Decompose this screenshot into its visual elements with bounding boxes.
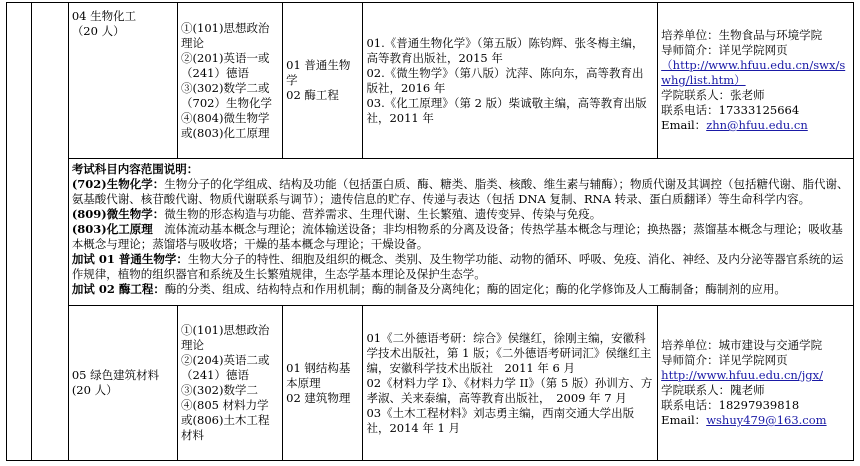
exam-scope-cell (68, 159, 853, 306)
scope-title: 考试科目内容范围说明： (71, 162, 199, 176)
contact-intro: 导师简介：详见学院网页 (661, 353, 788, 367)
scope-item (72, 282, 850, 297)
extra-subjects-cell (283, 306, 363, 461)
exam-item: ①(101)思想政治理论 (181, 20, 270, 50)
scope-item (72, 222, 850, 252)
major-quota: (20 人） (71, 383, 118, 397)
major-quota: （20 人） (71, 24, 125, 38)
scope-key: (702)生物化学： (71, 177, 165, 191)
major-name: 04 生物化工 (71, 9, 137, 23)
exam-item: ②(201)英语一或（241）德语 (181, 50, 270, 80)
contact-email-line (661, 118, 850, 133)
major-cell (68, 306, 177, 461)
major-name: 05 绿色建筑材料 (71, 368, 160, 382)
scope-key: 加试 02 酶工程： (71, 282, 165, 296)
email-label: Email： (661, 413, 707, 427)
college-url-link[interactable]: （http://www.hfuu.edu.cn/swx/swhg/list.htm） (661, 58, 846, 87)
college-url-link[interactable]: http://www.hfuu.edu.cn/jgx/ (661, 368, 823, 382)
contact-person: 学院联系人：隗老师 (661, 383, 765, 397)
major-cell (68, 3, 177, 159)
contact-unit: 培养单位：城市建设与交通学院 (661, 338, 823, 352)
exam-item: ②(204)英语二或（241）德语 (181, 353, 270, 382)
contact-email-line (661, 413, 850, 428)
exam-item: ①(101)思想政治理论 (181, 323, 270, 352)
blank-cell (31, 3, 68, 461)
blank-cell (7, 3, 32, 461)
contact-cell (658, 306, 854, 461)
contact-phone: 联系电话：18297939818 (661, 398, 800, 412)
scope-text: 微生物的形态构造与功能、营养需求、生理代谢、生长繁殖、遗传变异、传染与免疫。 (164, 207, 602, 221)
reference-book: 03.《化工原理》（第 2 版）柴诚敬主编，高等教育出版社，2011 年 (366, 95, 647, 125)
scope-item (72, 207, 850, 222)
extra-subjects-cell (283, 3, 363, 159)
reference-book: 02《材料力学 I》、《材料力学 II》（第 5 版）孙训方、方孝淑、关来泰编，高等教育出版社， 2009 年 7 月 (366, 375, 653, 405)
scope-item (72, 177, 850, 207)
scope-key: 加试 01 普通生物学： (71, 252, 188, 266)
scope-text: 生物分子的化学组成、结构及功能（包括蛋白质、酶、糖类、脂类、核酸、维生素与辅酶）；物质代谢及其调控（包括糖代谢、脂代谢、氨基酸代谢、核苷酸代谢、物质代谢联系与调节）；遗传信息的贮存、传递与表达（包括 DNA 复制、RNA 转录、蛋白质翻译）等生命科学内容。 (71, 177, 849, 206)
table-row (7, 159, 854, 306)
reference-book: 01.《普通生物化学》（第五版）陈钧辉、张冬梅主编，高等教育出版社，2015 年 (366, 35, 644, 65)
contact-cell (658, 3, 854, 159)
reference-books-cell (363, 306, 658, 461)
scope-key: (809)微生物学： (71, 207, 165, 221)
scope-text: 流体流动基本概念与理论；流体输送设备；非均相物系的分离及设备；传热学基本概念与理论；换热器；蒸馏基本概念与理论；吸收基本概念与理论；蒸馏塔与吸收塔；干燥的基本概念与理论；干燥设备。 (71, 222, 843, 251)
scope-text: 生物大分子的特性、细胞及组织的概念、类别、及生物学功能、动物的循环、呼吸、免疫、消化、神经、及内分泌等器官系统的运作规律，植物的组织器官和系统及生长繁殖规律，生态学基本理论及保护生态学。 (71, 252, 844, 281)
contact-phone: 联系电话：17333125664 (661, 103, 800, 117)
exam-item: ④(805 材料力学或(806)土木工程材料 (181, 398, 270, 442)
exam-item: ③(302)数学二或（702）生物化学 (181, 80, 272, 110)
admissions-table (6, 2, 854, 461)
email-link[interactable]: zhn@hfuu.edu.cn (706, 118, 808, 132)
contact-intro: 导师简介：详见学院网页 (661, 43, 788, 57)
exam-item: ③(302)数学二 (181, 383, 258, 397)
extra-subject: 02 酶工程 (286, 88, 339, 102)
table-row (7, 306, 854, 461)
exam-item: ④(804)微生物学或(803)化工原理 (181, 110, 270, 140)
table-row (7, 3, 854, 159)
reference-books-cell (363, 3, 658, 159)
contact-unit: 培养单位：生物食品与环境学院 (661, 28, 823, 42)
extra-subject: 01 钢结构基本原理 (286, 360, 351, 390)
reference-book: 02.《微生物学》（第八版）沈萍、陈向东，高等教育出版社，2016 年 (366, 65, 644, 95)
email-link[interactable]: wshuy479@163.com (706, 413, 827, 427)
scope-text: 酶的分类、组成、结构特点和作用机制；酶的制备及分离纯化；酶的固定化；酶的化学修饰及人工酶制备；酶制剂的应用。 (164, 282, 786, 296)
exam-subjects-cell (178, 306, 283, 461)
email-label: Email： (661, 118, 707, 132)
scope-key: (803)化工原理 (71, 222, 153, 236)
exam-subjects-cell (178, 3, 283, 159)
contact-person: 学院联系人：张老师 (661, 88, 765, 102)
extra-subject: 02 建筑物理 (286, 390, 351, 405)
reference-book: 01《二外德语考研：综合》侯继红，徐刚主编，安徽科学技术出版社，第 1 版；《二外德语考研词汇》侯继红主编，安徽科学技术出版社 2011 年 6 月 (366, 330, 652, 375)
extra-subject: 01 普通生物学 (286, 58, 351, 87)
scope-item (72, 252, 850, 282)
reference-book: 03《土木工程材料》刘志勇主编，西南交通大学出版社，2014 年 1 月 (366, 405, 635, 435)
